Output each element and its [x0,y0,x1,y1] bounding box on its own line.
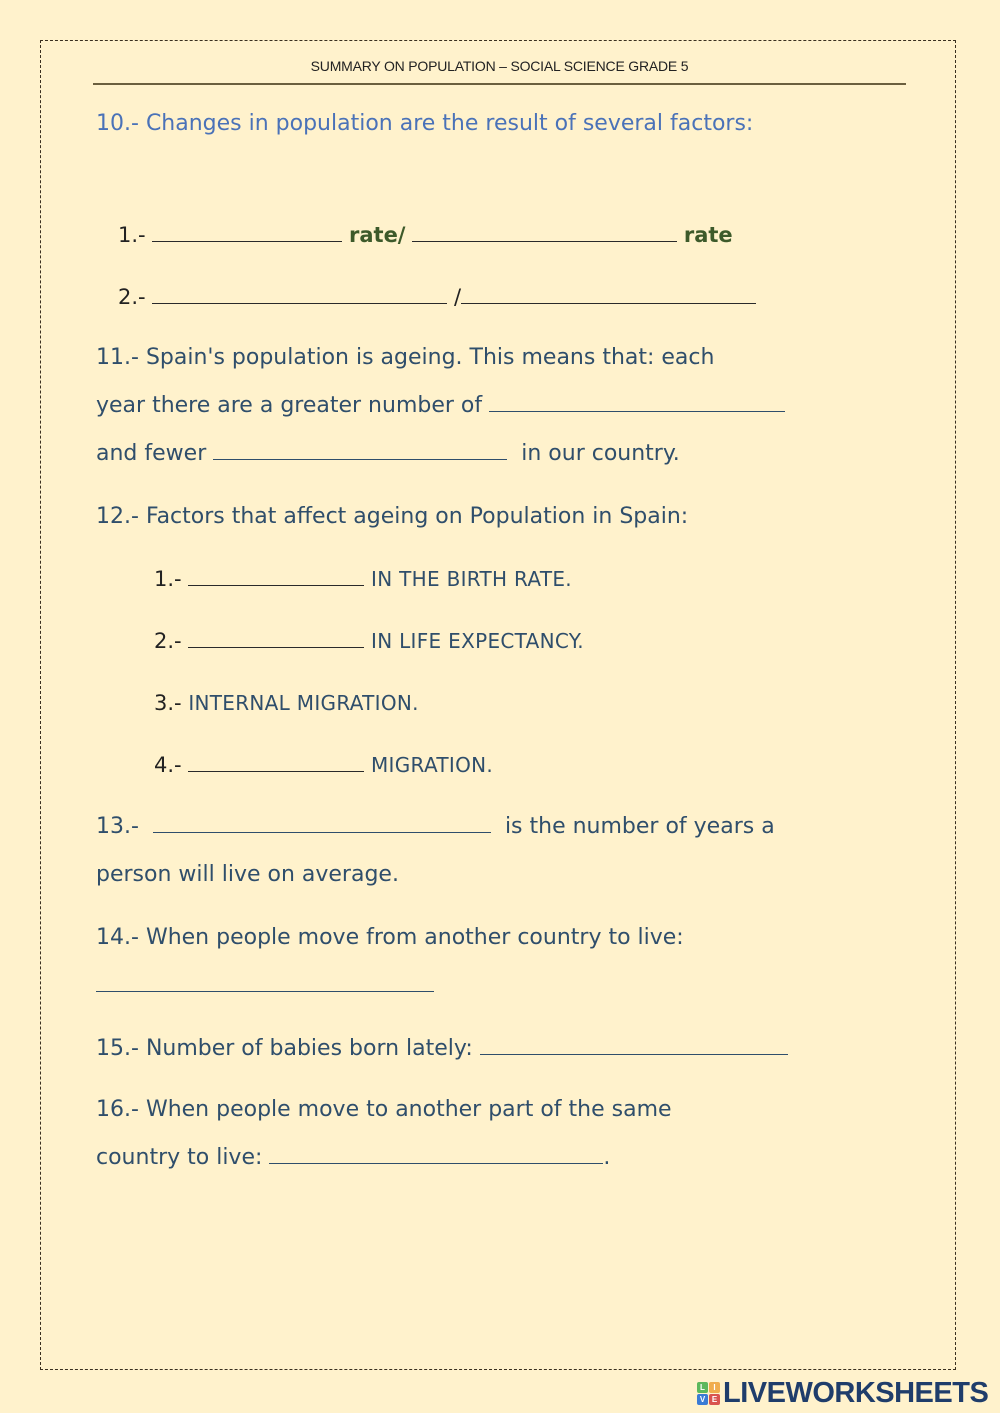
question-13-line-2 [96,851,904,899]
question-13 [96,803,904,851]
question-text: year there are a greater number of [96,393,483,418]
q12-item-2 [154,626,584,656]
answer-blank-factor-1[interactable] [188,567,364,586]
question-16 [96,1086,904,1134]
q12-item-4 [154,750,493,780]
rate-label: rate/ [349,223,406,247]
item-number: 2.- [118,285,146,309]
liveworksheets-logo[interactable] [697,1378,988,1408]
header-title: SUMMARY ON POPULATION – SOCIAL SCIENCE GRADE 5 [310,58,689,74]
logo-letter-l: L [697,1382,708,1393]
answer-blank-life-expectancy[interactable] [153,814,491,833]
answer-blank-factor-2[interactable] [188,629,364,648]
page-header [93,58,906,85]
question-11 [96,334,904,382]
answer-blank-migration-1[interactable] [152,285,447,304]
answer-blank-death[interactable] [412,223,677,242]
logo-text: LIVEWORKSHEETS [723,1376,989,1409]
question-11-line-3 [96,430,904,478]
logo-letter-i: I [709,1382,720,1393]
period: . [603,1145,611,1170]
question-text: country to live: [96,1145,263,1170]
question-number: 14.- [96,925,139,950]
answer-blank-internal-migration[interactable] [269,1145,603,1164]
question-text: in our country. [521,441,680,466]
item-text: IN THE BIRTH RATE. [371,567,572,591]
answer-blank-young-people[interactable] [213,441,507,460]
q10-item-2 [118,282,756,312]
logo-letter-e: E [709,1394,720,1405]
question-text: Spain's population is ageing. This means that: each [145,345,715,370]
question-text: person will live on average. [96,862,399,887]
question-number: 16.- [96,1097,139,1122]
q12-item-1 [154,564,572,594]
answer-blank-birth-rate[interactable] [480,1036,788,1055]
question-14 [96,914,904,962]
item-number: 4.- [154,753,182,777]
question-number: 15.- [96,1036,139,1061]
question-11-line-2 [96,382,904,430]
logo-icon [697,1382,720,1405]
item-number: 1.- [118,223,146,247]
question-14-answer [96,962,904,1010]
logo-letter-v: V [697,1394,708,1405]
answer-blank-birth[interactable] [152,223,342,242]
answer-blank-migration-2[interactable] [461,285,756,304]
question-15 [96,1025,904,1073]
item-number: 1.- [154,567,182,591]
question-text: When people move to another part of the same [145,1097,672,1122]
item-number: 3.- [154,691,182,715]
answer-blank-factor-4[interactable] [188,753,364,772]
question-text: When people move from another country to live: [145,925,684,950]
rate-label: rate [683,223,733,247]
answer-blank-older-people[interactable] [489,393,785,412]
question-text: Factors that affect ageing on Population in Spain: [145,504,689,529]
question-number: 11.- [96,345,139,370]
question-16-line-2 [96,1134,904,1182]
question-text: Changes in population are the result of several factors: [145,111,754,136]
item-text: IN LIFE EXPECTANCY. [371,629,584,653]
item-text: MIGRATION. [371,753,494,777]
item-number: 2.- [154,629,182,653]
q12-item-3 [154,688,419,718]
question-text: and fewer [96,441,207,466]
separator: / [454,285,462,309]
question-number: 10.- [96,111,139,136]
q10-item-1 [118,220,733,250]
question-number: 12.- [96,504,139,529]
question-text: is the number of years a [504,814,775,839]
question-number: 13.- [96,814,139,839]
item-text: INTERNAL MIGRATION. [188,691,419,715]
question-text: Number of babies born lately: [145,1036,473,1061]
question-12 [96,493,904,541]
question-10 [96,100,904,148]
answer-blank-immigration[interactable] [96,973,434,992]
